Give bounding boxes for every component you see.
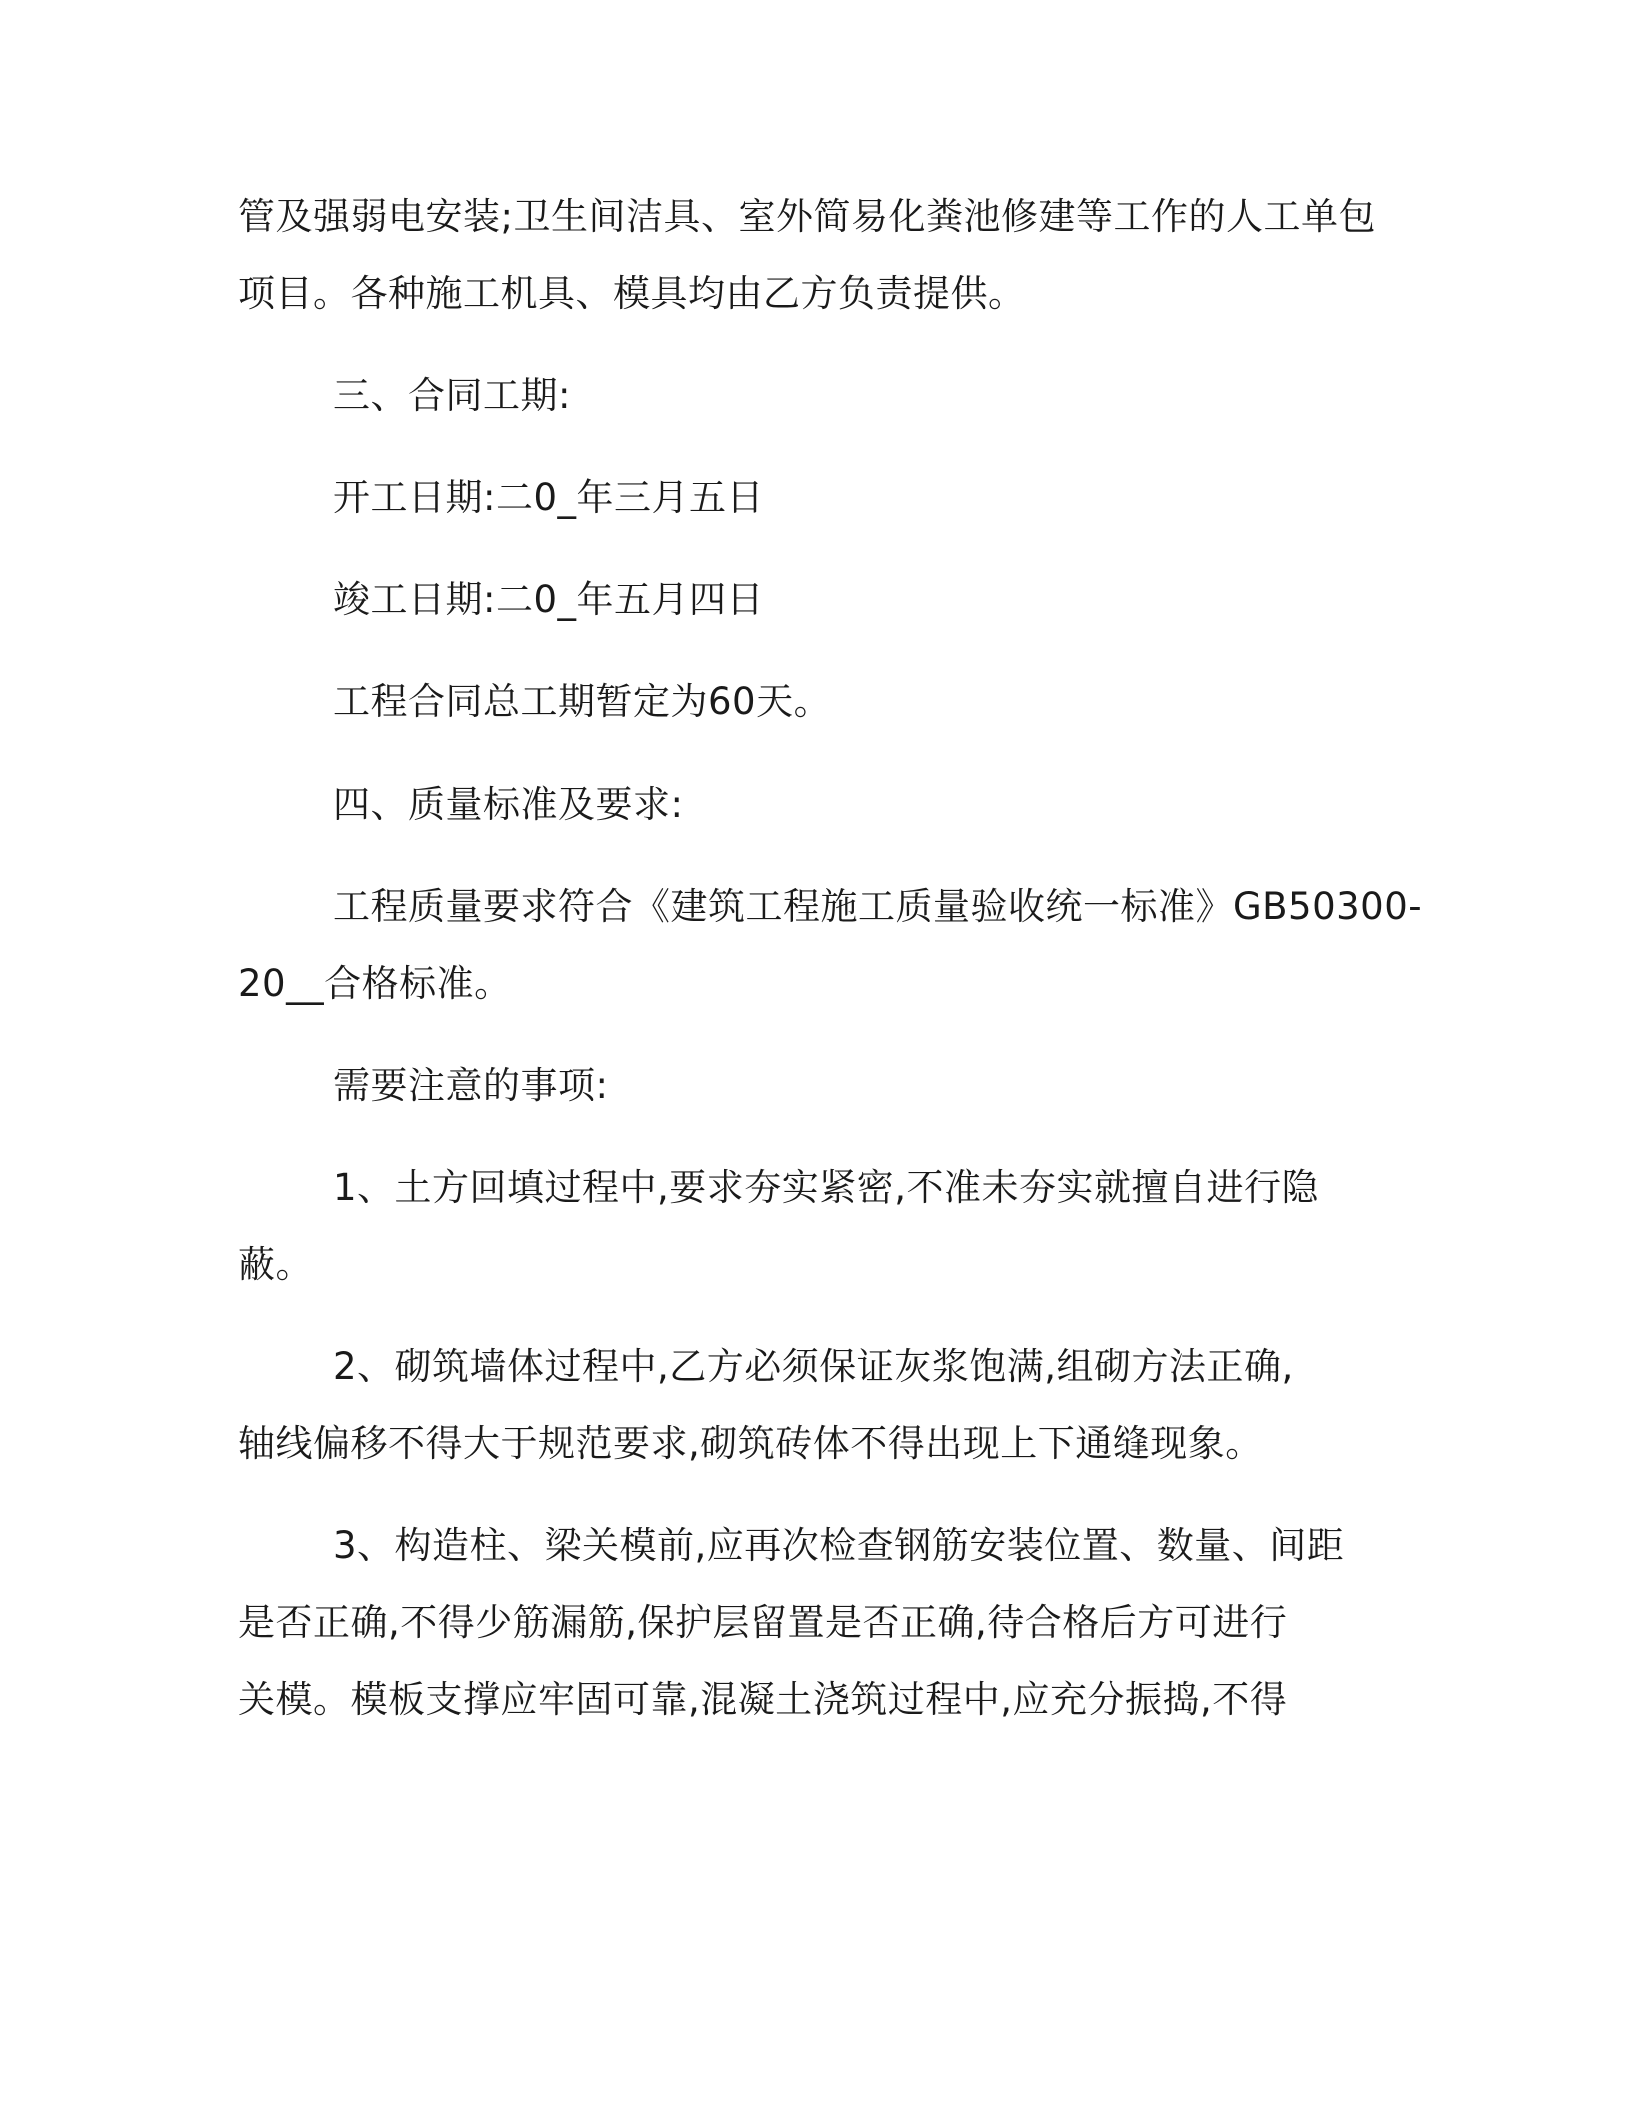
body-text-line: 管及强弱电安装;卫生间洁具、室外简易化粪池修建等工作的人工单包 [238, 195, 1376, 238]
quality-standard-line: 工程质量要求符合《建筑工程施工质量验收统一标准》GB50300- [333, 885, 1423, 928]
note-3-line: 3、构造柱、梁关模前,应再次检查钢筋安装位置、数量、间距 [333, 1524, 1345, 1567]
total-duration-line: 工程合同总工期暂定为60天。 [333, 680, 832, 723]
note-3-line-cont: 关模。模板支撑应牢固可靠,混凝土浇筑过程中,应充分振捣,不得 [238, 1678, 1288, 1721]
notes-heading: 需要注意的事项: [333, 1064, 609, 1107]
completion-date-line: 竣工日期:二0_年五月四日 [333, 578, 765, 621]
note-1-line: 1、土方回填过程中,要求夯实紧密,不准未夯实就擅自进行隐 [333, 1166, 1320, 1209]
note-3-line-cont: 是否正确,不得少筋漏筋,保护层留置是否正确,待合格后方可进行 [238, 1601, 1288, 1644]
body-text-line: 项目。各种施工机具、模具均由乙方负责提供。 [238, 272, 1026, 315]
note-2-line-cont: 轴线偏移不得大于规范要求,砌筑砖体不得出现上下通缝现象。 [238, 1422, 1263, 1465]
section-heading-contract-period: 三、合同工期: [333, 374, 571, 417]
start-date-line: 开工日期:二0_年三月五日 [333, 476, 765, 519]
section-heading-quality: 四、质量标准及要求: [333, 783, 684, 826]
note-1-line-cont: 蔽。 [238, 1243, 313, 1286]
quality-standard-line-cont: 20__合格标准。 [238, 962, 512, 1005]
note-2-line: 2、砌筑墙体过程中,乙方必须保证灰浆饱满,组砌方法正确, [333, 1345, 1294, 1388]
